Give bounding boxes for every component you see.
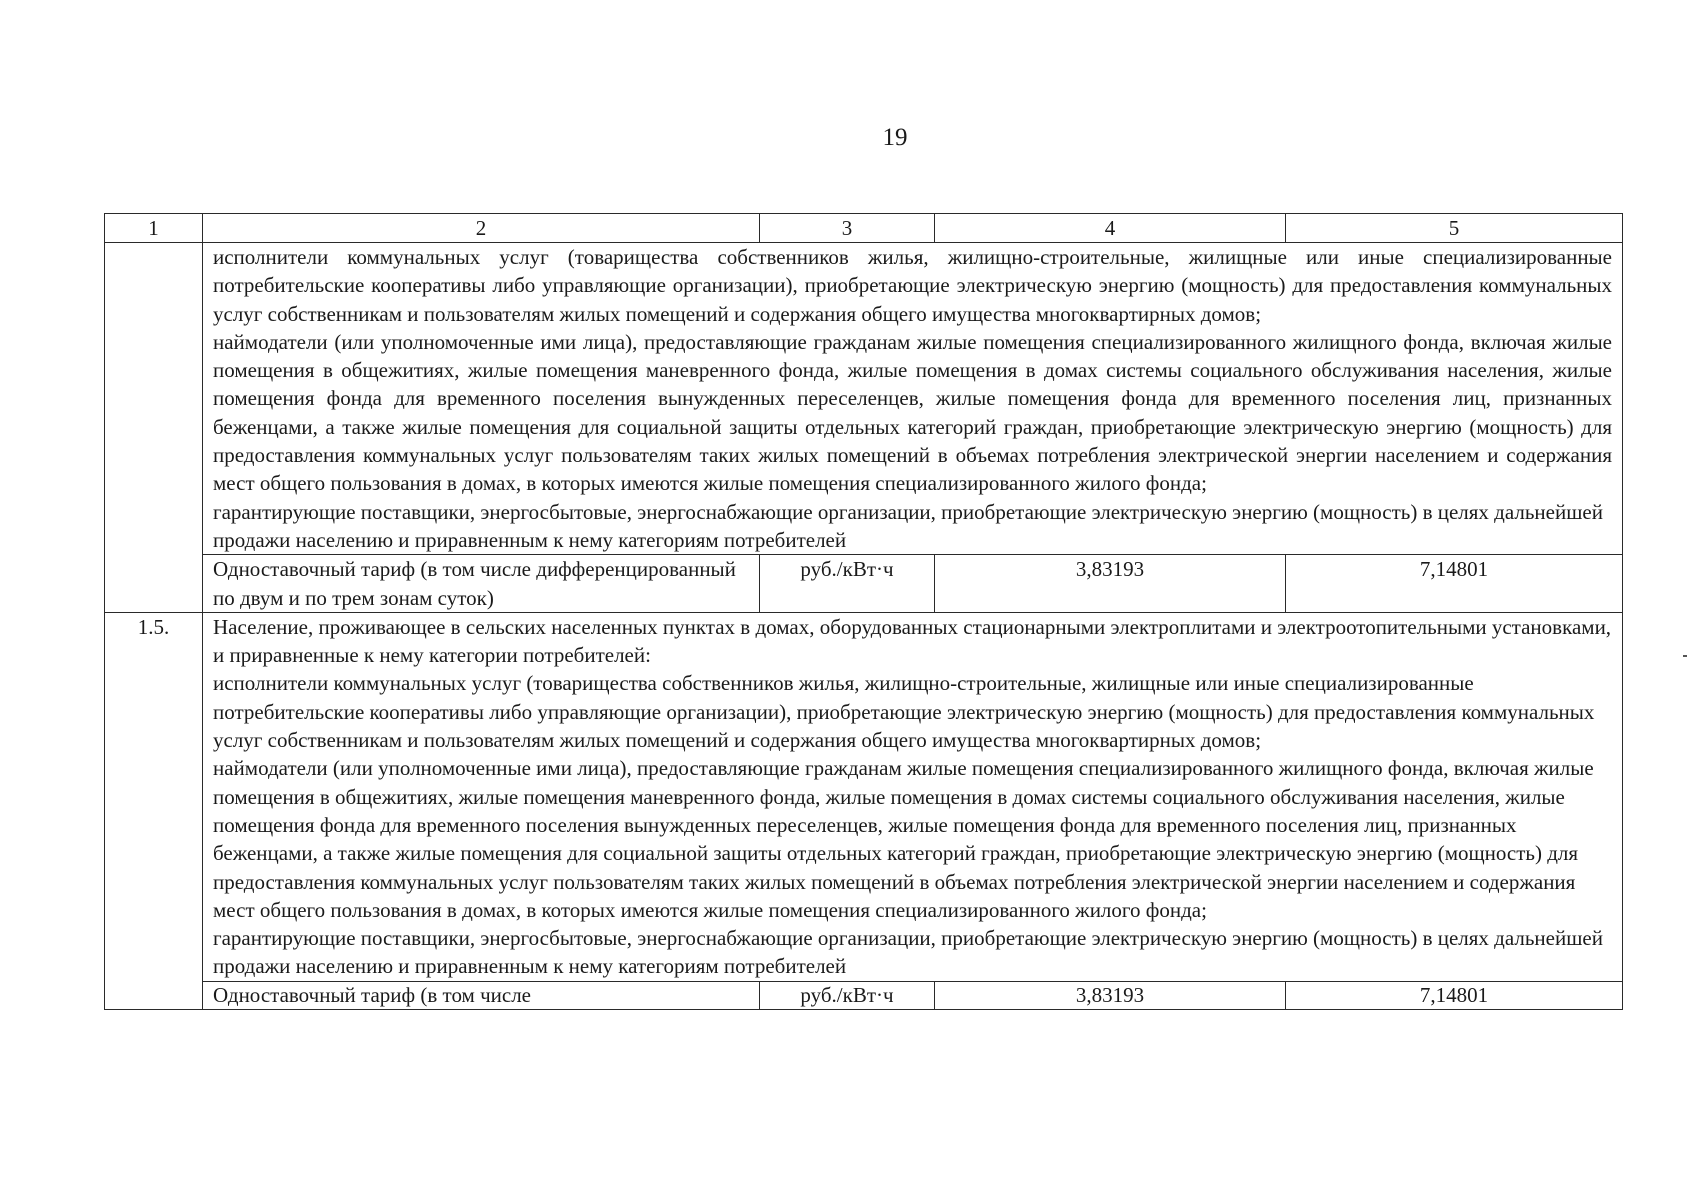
tariff-value-5-cell: 7,14801 <box>1286 555 1623 613</box>
tariff-value-4-cell: 3,83193 <box>935 555 1286 613</box>
column-header-5: 5 <box>1286 214 1623 243</box>
column-header-3: 3 <box>760 214 935 243</box>
paragraph-service-providers: исполнители коммунальных услуг (товарищества собственников жилья, жилищно-строительные, жилищные или иные специализированные потребительские кооперативы либо управляющие организации), приобретающие электрическую энергию (мощность) для предоставления коммунальных услуг собственникам и пользователям жилых помещений и содержания общего имущества многоквартирных домов; <box>213 245 1612 326</box>
table-row <box>105 243 1623 555</box>
tariff-unit-cell: руб./кВт·ч <box>760 981 935 1009</box>
tariff-row <box>105 555 1623 613</box>
table-row <box>105 612 1623 981</box>
row-number-cell-empty <box>105 243 203 613</box>
column-header-4: 4 <box>935 214 1286 243</box>
paragraph-landlords: наймодатели (или уполномоченные ими лица), предоставляющие гражданам жилые помещения специализированного жилищного фонда, включая жилые помещения в общежитиях, жилые помещения маневренного фонда, жилые помещения в домах системы социального обслуживания населения, жилые помещения фонда для временного поселения вынужденных переселенцев, жилые помещения фонда для временного поселения лиц, признанных беженцами, а также жилые помещения для социальной защиты отдельных категорий граждан, приобретающие электрическую энергию (мощность) для предоставления коммунальных услуг пользователям таких жилых помещений в объемах потребления электрической энергии населением и содержания мест общего пользования в домах, в которых имеются жилые помещения специализированного жилого фонда; <box>213 329 1612 496</box>
tariff-unit-cell: руб./кВт·ч <box>760 555 935 613</box>
paragraph-landlords: наймодатели (или уполномоченные ими лица), предоставляющие гражданам жилые помещения специализированного жилищного фонда, включая жилые помещения в общежитиях, жилые помещения маневренного фонда, жилые помещения в домах системы социального обслуживания населения, жилые помещения фонда для временного поселения вынужденных переселенцев, жилые помещения фонда для временного поселения лиц, признанных беженцами, а также жилые помещения для социальной защиты отдельных категорий граждан, приобретающие электрическую энергию (мощность) для предоставления коммунальных услуг пользователям таких жилых помещений в объемах потребления электрической энергии населением и содержания мест общего пользования в домах, в которых имеются жилые помещения специализированного жилого фонда; <box>213 756 1594 922</box>
tariff-value-5-cell: 7,14801 <box>1286 981 1623 1009</box>
category-description-cell <box>203 243 1623 555</box>
paragraph-suppliers: гарантирующие поставщики, энергосбытовые, энергоснабжающие организации, приобретающие электрическую энергию (мощность) в целях дальнейшей продажи населению и приравненным к нему категориям потребителей <box>213 926 1603 979</box>
row-number-cell: 1.5. <box>105 612 203 1009</box>
category-description-cell <box>203 612 1623 981</box>
table-header-row <box>105 214 1623 243</box>
paragraph-rural-population: Население, проживающее в сельских населенных пунктах в домах, оборудованных стационарными электроплитами и электроотопительными установками, и приравненные к нему категории потребителей: <box>213 614 1612 668</box>
column-header-2: 2 <box>203 214 760 243</box>
tariff-table <box>104 213 1623 1010</box>
scan-speck <box>1683 655 1687 657</box>
column-header-1: 1 <box>105 214 203 243</box>
tariff-value-4-cell: 3,83193 <box>935 981 1286 1009</box>
tariff-name-cell: Одноставочный тариф (в том числе <box>203 981 760 1009</box>
tariff-row <box>105 981 1623 1009</box>
page-number: 19 <box>882 124 908 151</box>
paragraph-suppliers: гарантирующие поставщики, энергосбытовые, энергоснабжающие организации, приобретающие электрическую энергию (мощность) в целях дальнейшей продажи населению и приравненным к нему категориям потребителей <box>213 499 1603 552</box>
tariff-name-cell: Одноставочный тариф (в том числе дифференцированный по двум и по трем зонам суток) <box>203 555 760 613</box>
paragraph-service-providers: исполнители коммунальных услуг (товарищества собственников жилья, жилищно-строительные, жилищные или иные специализированные потребительские кооперативы либо управляющие организации), приобретающие электрическую энергию (мощность) для предоставления коммунальных услуг собственникам и пользователям жилых помещений и содержания общего имущества многоквартирных домов; <box>213 671 1595 753</box>
